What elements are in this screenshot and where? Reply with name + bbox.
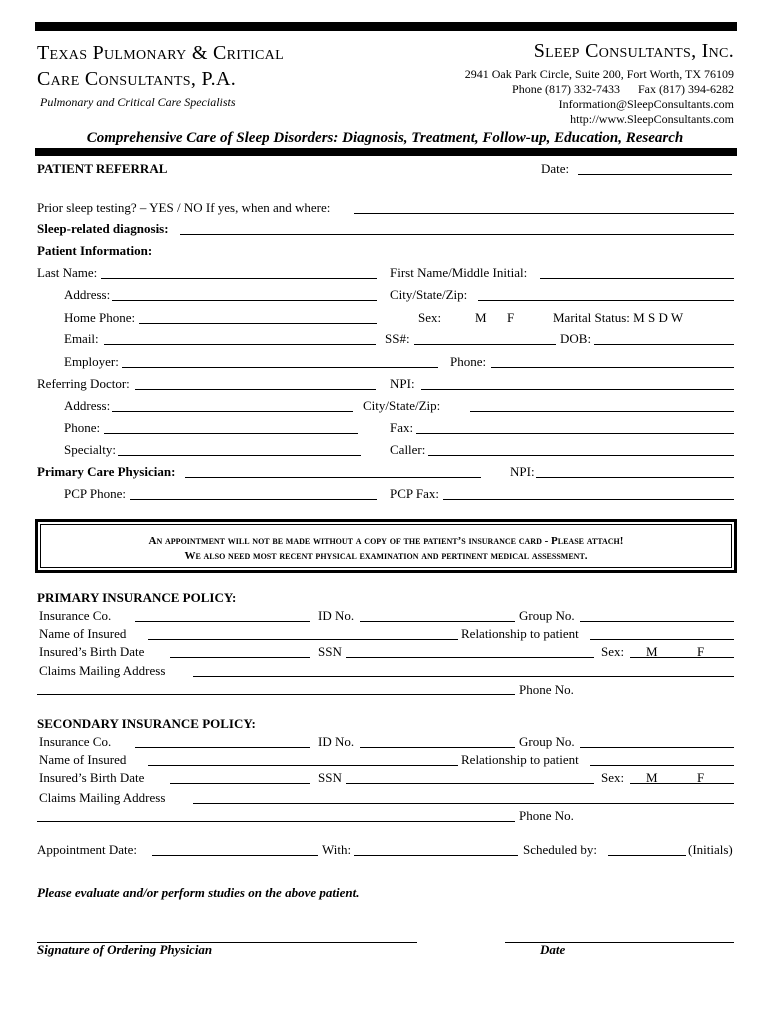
city-state-zip-label: City/State/Zip: (390, 287, 468, 302)
primary-claims-label: Claims Mailing Address (39, 663, 166, 678)
primary-sex-field[interactable] (630, 657, 734, 658)
top-rule (35, 22, 737, 31)
tagline: Comprehensive Care of Sleep Disorders: Diagnosis, Treatment, Follow-up, Education, Research (86, 130, 684, 146)
employer-field[interactable] (122, 367, 438, 368)
fax-label: Fax: (390, 420, 414, 435)
marital-status[interactable]: Marital Status: M S D W (553, 310, 684, 325)
caller-label: Caller: (390, 442, 426, 457)
primary-sex-m[interactable]: M (646, 644, 658, 659)
ref-city-label: City/State/Zip: (363, 398, 441, 413)
primary-insurance-co-field[interactable] (135, 621, 310, 622)
pcp-npi-label: NPI: (510, 464, 535, 479)
npi-label: NPI: (390, 376, 415, 391)
email-label: Email: (64, 331, 99, 346)
address-field[interactable] (112, 300, 377, 301)
org-address: 2941 Oak Park Circle, Suite 200, Fort Worth, TX 76109 (464, 67, 734, 81)
secondary-sex-m[interactable]: M (646, 770, 658, 785)
left-org-line1: Texas Pulmonary & Critical (37, 42, 284, 64)
prior-testing-field[interactable] (354, 213, 734, 214)
ref-phone-field[interactable] (104, 433, 358, 434)
primary-sex-f[interactable]: F (697, 644, 705, 659)
first-name-label: First Name/Middle Initial: (390, 265, 528, 280)
date-label: Date: (541, 161, 570, 176)
right-org-name: Sleep Consultants, Inc. (533, 40, 734, 62)
sex-label: Sex: (418, 310, 442, 325)
pcp-label: Primary Care Physician: (37, 464, 176, 479)
primary-name-insured-label: Name of Insured (39, 626, 127, 641)
secondary-group-label: Group No. (519, 734, 575, 749)
ref-city-field[interactable] (470, 411, 734, 412)
scheduled-by-field[interactable] (608, 855, 686, 856)
date-field[interactable] (578, 174, 732, 175)
employer-phone-field[interactable] (491, 367, 734, 368)
pcp-phone-field[interactable] (130, 499, 377, 500)
appointment-date-label: Appointment Date: (37, 842, 138, 857)
specialty-field[interactable] (118, 455, 361, 456)
secondary-sex-f[interactable]: F (697, 770, 705, 785)
ss-field[interactable] (414, 344, 556, 345)
primary-name-insured-field[interactable] (148, 639, 458, 640)
ref-address-label: Address: (64, 398, 111, 413)
fax-field[interactable] (416, 433, 734, 434)
first-name-field[interactable] (540, 278, 734, 279)
secondary-relationship-field[interactable] (590, 765, 734, 766)
pcp-field[interactable] (185, 477, 481, 478)
primary-id-label: ID No. (318, 608, 355, 623)
last-name-label: Last Name: (37, 265, 98, 280)
primary-group-label: Group No. (519, 608, 575, 623)
primary-birth-field[interactable] (170, 657, 310, 658)
primary-relationship-label: Relationship to patient (461, 626, 579, 641)
signature-date-label: Date (540, 942, 566, 957)
email-field[interactable] (104, 344, 376, 345)
primary-ssn-label: SSN (318, 644, 342, 659)
secondary-ssn-label: SSN (318, 770, 342, 785)
npi-field[interactable] (421, 389, 734, 390)
sex-f-option[interactable]: F (507, 310, 515, 325)
secondary-name-insured-field[interactable] (148, 765, 458, 766)
secondary-phone-label: Phone No. (519, 808, 574, 823)
city-state-zip-field[interactable] (478, 300, 734, 301)
employer-phone-label: Phone: (450, 354, 487, 369)
referral-title: PATIENT REFERRAL (37, 161, 168, 176)
referring-doctor-label: Referring Doctor: (37, 376, 130, 391)
appointment-with-label: With: (322, 842, 352, 857)
diagnosis-field[interactable] (180, 234, 734, 235)
secondary-insurance-title: SECONDARY INSURANCE POLICY: (37, 716, 256, 731)
notice-line1: An appointment will not be made without a copy of the patient’s insurance card - Please attach! (148, 535, 624, 547)
address-label: Address: (64, 287, 111, 302)
secondary-relationship-label: Relationship to patient (461, 752, 579, 767)
referring-doctor-field[interactable] (135, 389, 376, 390)
appointment-with-field[interactable] (354, 855, 518, 856)
insurance-notice-inner (40, 524, 732, 568)
pcp-fax-field[interactable] (443, 499, 734, 500)
secondary-group-field[interactable] (580, 747, 734, 748)
primary-id-field[interactable] (360, 621, 515, 622)
dob-field[interactable] (594, 344, 734, 345)
pcp-fax-label: PCP Fax: (390, 486, 440, 501)
org-phone-fax: Phone (817) 332-7433 Fax (817) 394-6282 (512, 82, 734, 96)
secondary-insurance-co-label: Insurance Co. (39, 734, 112, 749)
last-name-field[interactable] (101, 278, 377, 279)
secondary-id-field[interactable] (360, 747, 515, 748)
ss-label: SS#: (385, 331, 410, 346)
signature-label: Signature of Ordering Physician (37, 942, 213, 957)
secondary-name-insured-label: Name of Insured (39, 752, 127, 767)
secondary-ssn-field[interactable] (346, 783, 594, 784)
dob-label: DOB: (560, 331, 592, 346)
ref-address-field[interactable] (112, 411, 353, 412)
caller-field[interactable] (428, 455, 734, 456)
patient-info-heading: Patient Information: (37, 243, 153, 258)
primary-claims-field-2[interactable] (37, 694, 515, 695)
primary-sex-label: Sex: (601, 644, 625, 659)
left-org-line2: Care Consultants, P.A. (37, 68, 237, 90)
primary-insurance-title: PRIMARY INSURANCE POLICY: (37, 590, 237, 605)
secondary-claims-label: Claims Mailing Address (39, 790, 166, 805)
secondary-birth-label: Insured’s Birth Date (39, 770, 145, 785)
primary-insurance-co-label: Insurance Co. (39, 608, 112, 623)
notice-line2: We also need most recent physical examination and pertinent medical assessment. (184, 550, 588, 562)
secondary-id-label: ID No. (318, 734, 355, 749)
secondary-insurance-co-field[interactable] (135, 747, 310, 748)
appointment-date-field[interactable] (152, 855, 318, 856)
diagnosis-label: Sleep-related diagnosis: (37, 221, 169, 236)
primary-group-field[interactable] (580, 621, 734, 622)
pcp-phone-label: PCP Phone: (64, 486, 127, 501)
ref-phone-label: Phone: (64, 420, 101, 435)
home-phone-field[interactable] (139, 323, 377, 324)
prior-testing-label: Prior sleep testing? – YES / NO If yes, when and where: (37, 200, 331, 215)
primary-relationship-field[interactable] (590, 639, 734, 640)
left-org-subtitle: Pulmonary and Critical Care Specialists (40, 95, 236, 109)
home-phone-label: Home Phone: (64, 310, 136, 325)
secondary-claims-field-2[interactable] (37, 821, 515, 822)
org-website: http://www.SleepConsultants.com (570, 112, 734, 126)
scheduled-by-label: Scheduled by: (523, 842, 598, 857)
primary-birth-label: Insured’s Birth Date (39, 644, 145, 659)
evaluate-instruction: Please evaluate and/or perform studies on the above patient. (37, 885, 360, 900)
sex-m-option[interactable]: M (475, 310, 487, 325)
secondary-sex-label: Sex: (601, 770, 625, 785)
primary-ssn-field[interactable] (346, 657, 594, 658)
secondary-claims-field[interactable] (193, 803, 734, 804)
primary-claims-field[interactable] (193, 676, 734, 677)
pcp-npi-field[interactable] (536, 477, 734, 478)
primary-phone-label: Phone No. (519, 682, 574, 697)
insurance-notice-box (35, 519, 737, 573)
secondary-sex-field[interactable] (630, 783, 734, 784)
secondary-birth-field[interactable] (170, 783, 310, 784)
org-email: Information@SleepConsultants.com (558, 97, 734, 111)
specialty-label: Specialty: (64, 442, 116, 457)
middle-rule (35, 148, 737, 156)
employer-label: Employer: (64, 354, 119, 369)
initials-label: (Initials) (688, 842, 733, 857)
